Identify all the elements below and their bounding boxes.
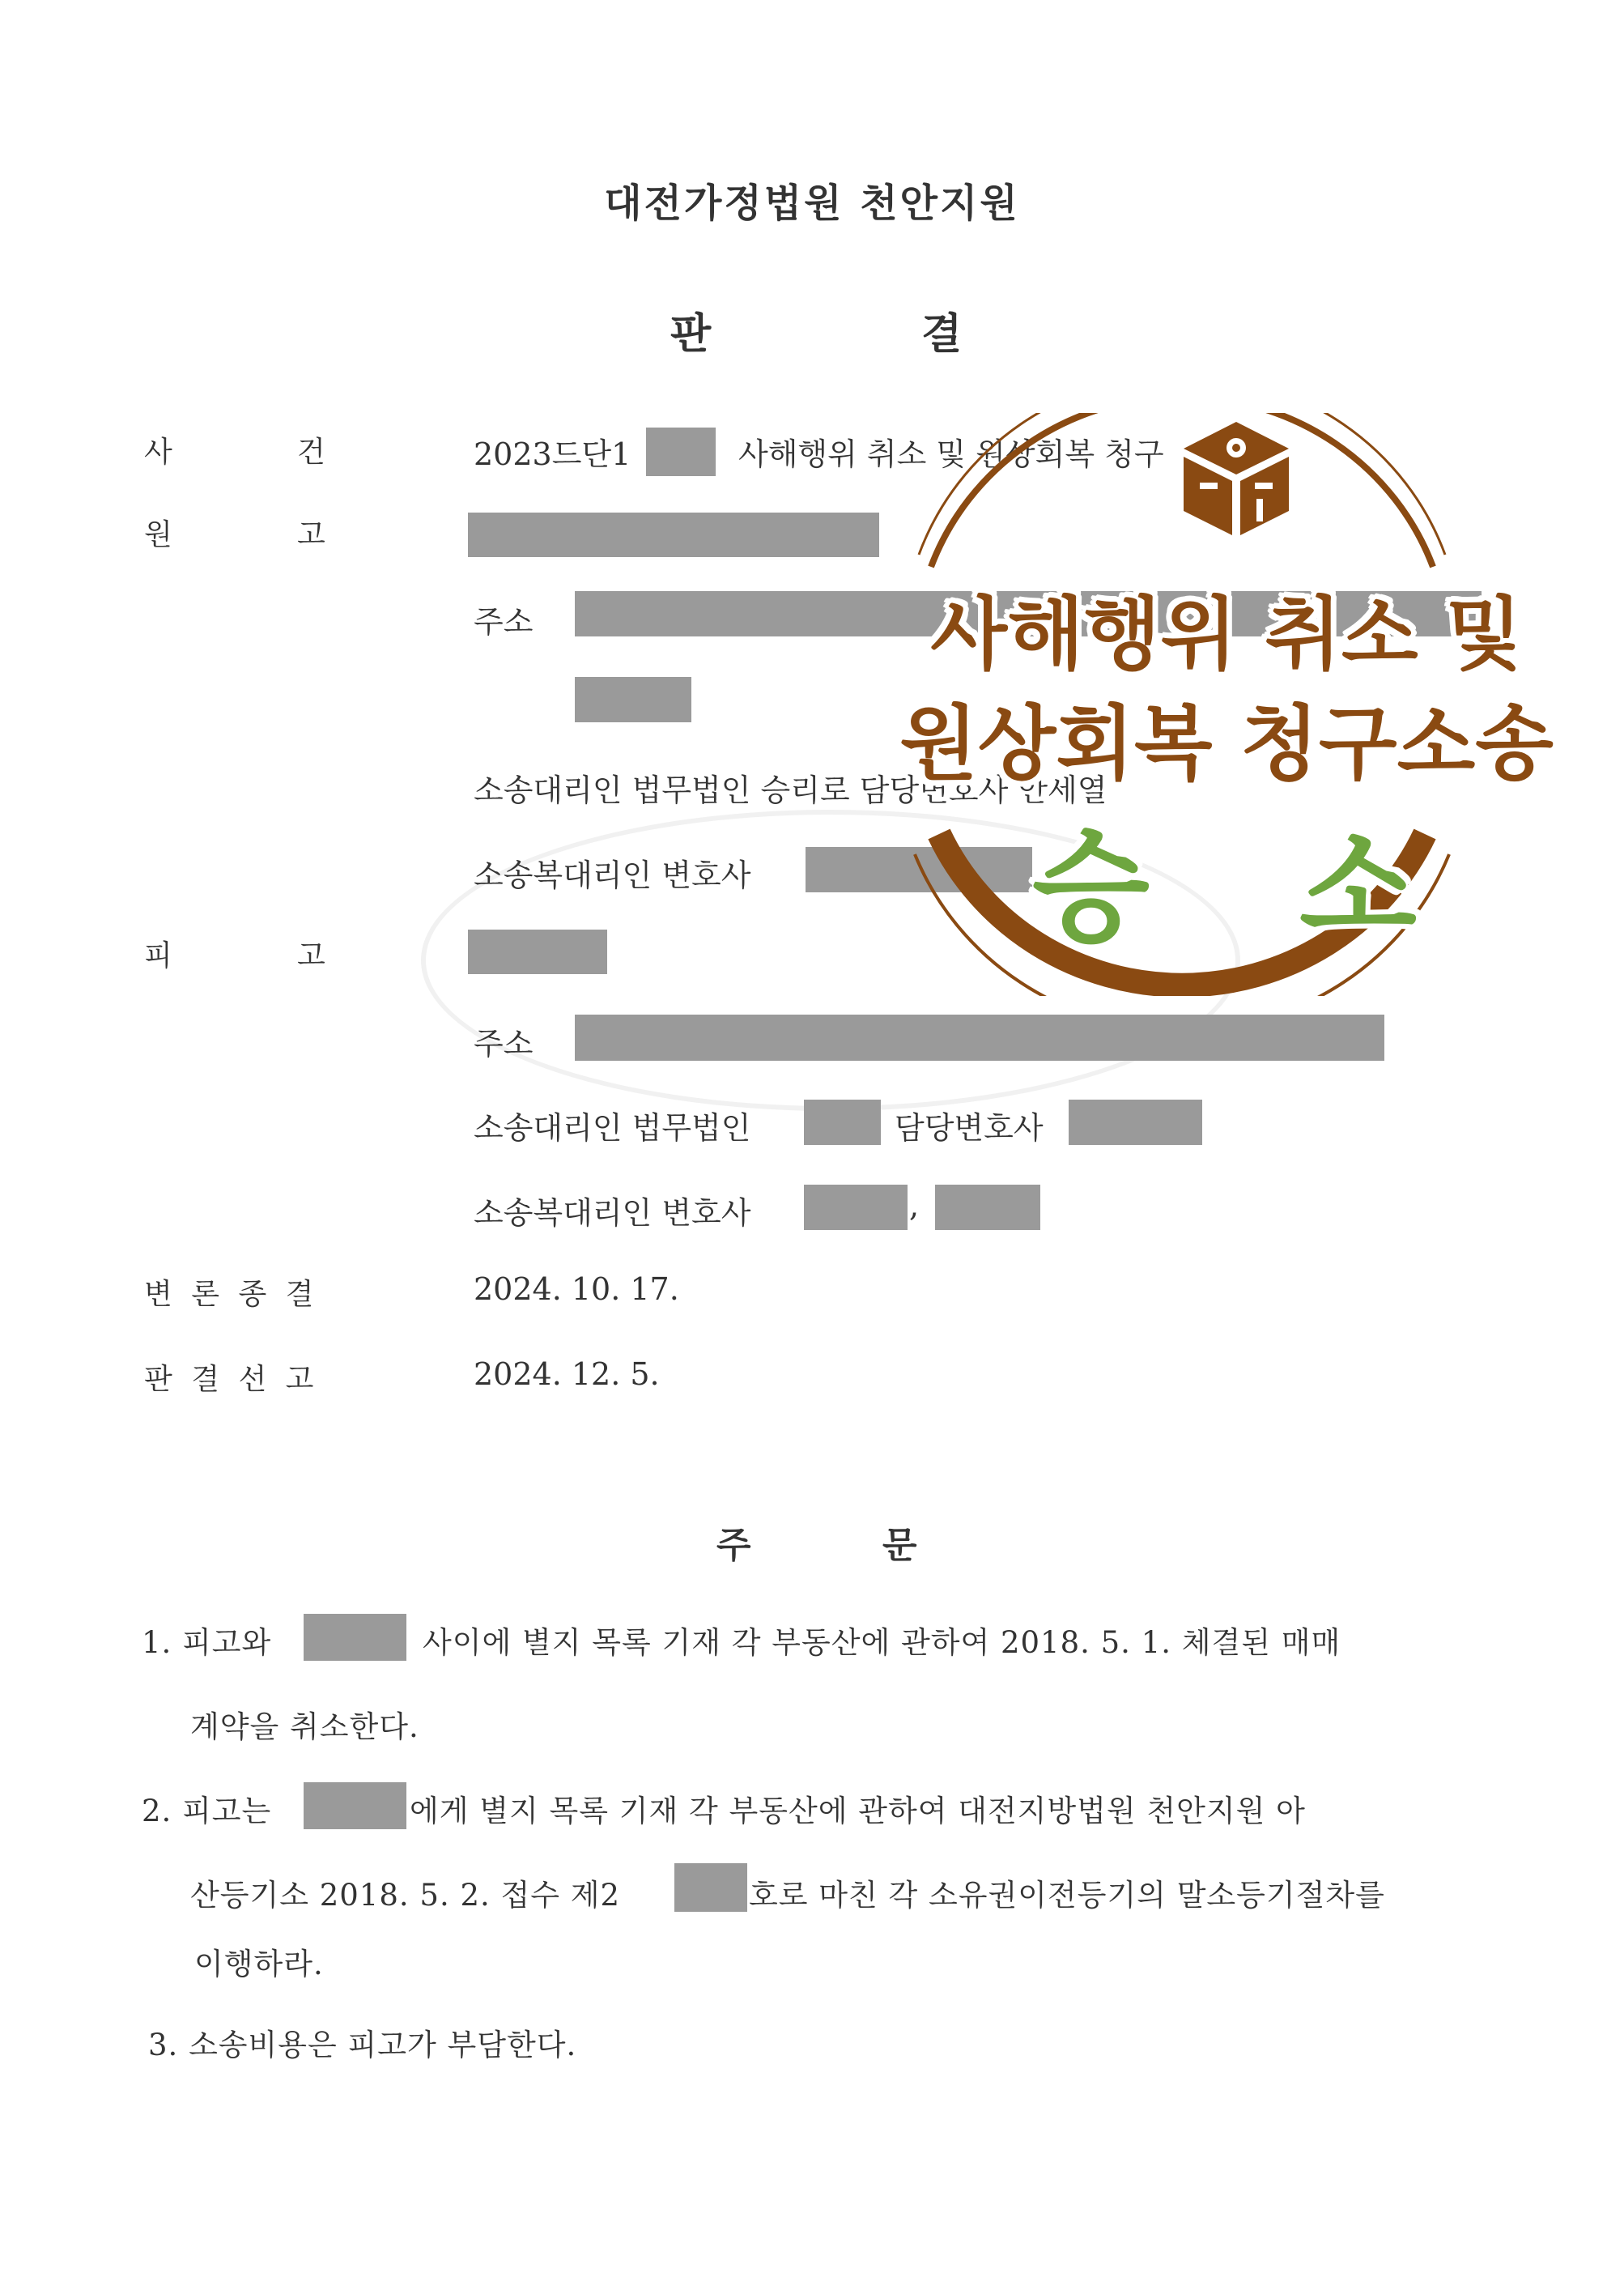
order-item2-a: 2. 피고는 <box>142 1794 272 1828</box>
order-item3: 3. 소송비용은 피고가 부담한다. <box>148 2028 577 2062</box>
plaintiff-attorney: 소송대리인 법무법인 승리로 담당변호사 안세열 <box>474 772 1107 808</box>
doc-title-char-2: 결 <box>921 310 963 359</box>
order-title-char-1: 주 <box>716 1525 751 1566</box>
order-item1-a: 1. 피고와 <box>142 1625 272 1660</box>
court-name: 대전가정법원 천안지원 <box>604 181 1020 226</box>
order-item2-c: 산등기소 2018. 5. 2. 접수 제2 <box>190 1878 621 1913</box>
redaction-defendant-firm <box>804 1100 881 1145</box>
order-title-char-2: 문 <box>882 1525 917 1566</box>
redaction-order-item2-number <box>674 1863 747 1912</box>
case-title: 사해행위 취소 및 원상회복 청구 <box>738 436 1164 472</box>
redaction-plaintiff-address-2 <box>575 677 691 722</box>
label-case-1: 사 <box>144 436 172 469</box>
plaintiff-address-label: 주소 <box>474 604 534 640</box>
label-plaintiff-2: 고 <box>297 518 325 551</box>
defendant-comma: , <box>909 1188 920 1224</box>
label-defendant-2: 고 <box>297 939 325 973</box>
redaction-order-item1 <box>304 1614 406 1661</box>
order-item2-d: 호로 마친 각 소유권이전등기의 말소등기절차를 <box>749 1878 1385 1913</box>
stamp-headline-line1: 사해행위 취소 및 <box>930 589 1523 681</box>
plaintiff-sub-attorney: 소송복대리인 변호사 <box>474 858 751 893</box>
order-item2-e: 이행하라. <box>194 1947 324 1981</box>
redaction-defendant-sub-attorney-2 <box>935 1185 1040 1230</box>
order-item1-c: 계약을 취소한다. <box>190 1709 419 1744</box>
redaction-defendant-sub-attorney-1 <box>804 1185 908 1230</box>
doc-title-char-1: 판 <box>670 310 712 359</box>
label-ruling-date: 판 결 선 고 <box>144 1363 319 1396</box>
label-closing: 변 론 종 결 <box>144 1278 319 1311</box>
house-logo-icon <box>1175 418 1297 539</box>
defendant-attorney-prefix: 소송대리인 법무법인 <box>474 1110 751 1146</box>
label-case-2: 건 <box>297 436 325 469</box>
defendant-attorney-mid: 담당변호사 <box>895 1110 1044 1146</box>
redaction-order-item2 <box>304 1782 406 1829</box>
redaction-defendant-attorney <box>1069 1100 1202 1145</box>
ruling-date: 2024. 12. 5. <box>474 1356 660 1392</box>
stamp-win-char-2: 소 <box>1299 818 1417 959</box>
redaction-defendant-name <box>468 930 607 974</box>
closing-date: 2024. 10. 17. <box>474 1271 679 1307</box>
case-number: 2023드단1 <box>474 436 631 472</box>
label-plaintiff-1: 원 <box>144 518 172 551</box>
order-item1-b: 사이에 별지 목록 기재 각 부동산에 관하여 2018. 5. 1. 체결된 매매 <box>423 1625 1341 1660</box>
defendant-sub-attorney: 소송복대리인 변호사 <box>474 1195 751 1231</box>
redaction-case-number <box>646 428 716 476</box>
stamp-headline-line2: 원상회복 청구소송 <box>899 696 1554 791</box>
label-defendant-1: 피 <box>144 939 172 973</box>
redaction-defendant-address <box>575 1015 1384 1061</box>
defendant-address-label: 주소 <box>474 1026 534 1062</box>
stamp-win-char-1: 승 <box>1032 818 1150 959</box>
redaction-plaintiff-name <box>468 513 879 557</box>
order-item2-b: 에게 별지 목록 기재 각 부동산에 관하여 대전지방법원 천안지원 아 <box>410 1794 1306 1828</box>
